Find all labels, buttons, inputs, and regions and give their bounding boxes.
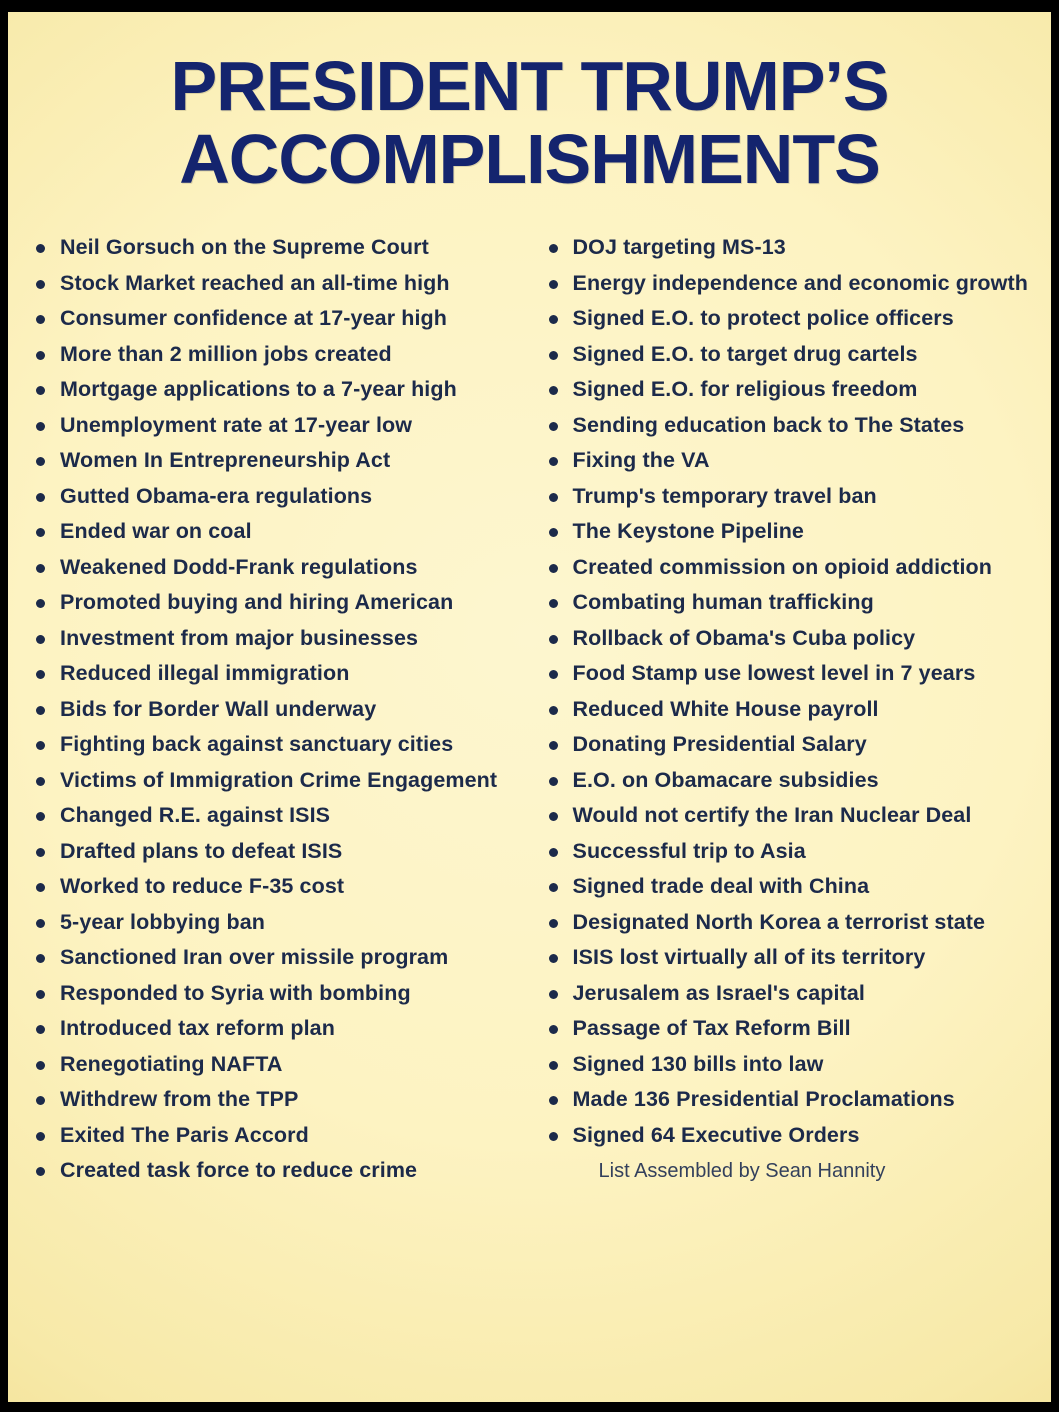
bullet-icon [36, 493, 45, 502]
list-item [26, 945, 521, 970]
bullet-icon [36, 386, 45, 395]
bullet-icon [549, 280, 558, 289]
list-item [26, 981, 521, 1006]
list-item-label: Reduced illegal immigration [60, 661, 350, 686]
right-column [539, 235, 1034, 1194]
list-item [26, 519, 521, 544]
list-item-label: Introduced tax reform plan [60, 1016, 335, 1041]
list-item [539, 235, 1034, 260]
page-title [0, 0, 1059, 198]
bullet-icon [36, 777, 45, 786]
list-item-label: More than 2 million jobs created [60, 341, 392, 366]
list-item [539, 1016, 1034, 1041]
list-item-label: Energy independence and economic growth [572, 270, 1028, 295]
bullet-icon [36, 741, 45, 750]
bullet-icon [36, 1061, 45, 1070]
list-item [539, 839, 1034, 864]
list-item-label: Rollback of Obama's Cuba policy [572, 625, 916, 650]
list-item [26, 377, 521, 402]
bullet-icon [549, 528, 558, 537]
list-item [26, 1158, 521, 1183]
list-item [539, 555, 1034, 580]
right-accomplishments-list [539, 235, 1034, 1148]
bullet-icon [36, 599, 45, 608]
list-item-label: Successful trip to Asia [572, 838, 806, 863]
bullet-icon [36, 528, 45, 537]
list-item-label: Sanctioned Iran over missile program [60, 945, 449, 970]
list-item [26, 626, 521, 651]
bullet-icon [36, 883, 45, 892]
list-item-label: Promoted buying and hiring American [60, 590, 454, 615]
list-item-label: ISIS lost virtually all of its territory [572, 945, 926, 970]
list-item-label: Worked to reduce F-35 cost [60, 874, 345, 899]
list-item [26, 661, 521, 686]
list-item [26, 910, 521, 935]
list-item [26, 1087, 521, 1112]
list-item-label: Stock Market reached an all-time high [60, 270, 450, 295]
bullet-icon [549, 848, 558, 857]
list-item [26, 342, 521, 367]
list-item [539, 306, 1034, 331]
bullet-icon [36, 351, 45, 360]
list-item-label: E.O. on Obamacare subsidies [572, 767, 879, 792]
list-item [26, 697, 521, 722]
list-item-label: Gutted Obama-era regulations [60, 483, 373, 508]
left-border [0, 0, 8, 1412]
list-item [539, 519, 1034, 544]
bullet-icon [549, 351, 558, 360]
list-item-label: Consumer confidence at 17-year high [60, 306, 448, 331]
left-accomplishments-list [26, 235, 521, 1183]
accomplishments-columns [0, 235, 1059, 1194]
list-item [539, 910, 1034, 935]
list-item [539, 1087, 1034, 1112]
list-item [26, 1052, 521, 1077]
list-item-label: Drafted plans to defeat ISIS [60, 838, 343, 863]
bullet-icon [36, 564, 45, 573]
list-item [539, 874, 1034, 899]
title-line-2: ACCOMPLISHMENTS [179, 119, 880, 198]
title-line-1: PRESIDENT TRUMP’S [170, 47, 889, 125]
list-item [26, 1123, 521, 1148]
list-item-label: Signed 130 bills into law [572, 1051, 824, 1076]
bullet-icon [549, 741, 558, 750]
list-item-label: Signed 64 Executive Orders [572, 1122, 860, 1147]
list-item [26, 484, 521, 509]
list-item-label: Signed E.O. for religious freedom [572, 377, 918, 402]
list-item-label: Renegotiating NAFTA [60, 1051, 283, 1076]
bullet-icon [36, 919, 45, 928]
list-item [539, 590, 1034, 615]
bullet-icon [36, 280, 45, 289]
list-item [26, 448, 521, 473]
bullet-icon [549, 564, 558, 573]
list-item-label: Jerusalem as Israel's capital [572, 980, 865, 1005]
list-item-label: The Keystone Pipeline [572, 519, 804, 544]
list-item [26, 413, 521, 438]
bullet-icon [549, 422, 558, 431]
bullet-icon [36, 1025, 45, 1034]
list-item-label: 5-year lobbying ban [60, 909, 265, 934]
list-item-label: Bids for Border Wall underway [60, 696, 377, 721]
bullet-icon [549, 1096, 558, 1105]
list-item-label: Unemployment rate at 17-year low [60, 412, 413, 437]
list-item-label: Sending education back to The States [572, 412, 965, 437]
bullet-icon [549, 386, 558, 395]
list-item [26, 555, 521, 580]
credit-line: List Assembled by Sean Hannity [598, 1159, 886, 1182]
bullet-icon [549, 919, 558, 928]
bullet-icon [549, 635, 558, 644]
list-item [539, 1123, 1034, 1148]
bullet-icon [36, 422, 45, 431]
list-item-label: Designated North Korea a terrorist state [572, 909, 986, 934]
list-item [539, 377, 1034, 402]
list-item [26, 590, 521, 615]
list-item-label: Victims of Immigration Crime Engagement [60, 767, 498, 792]
bullet-icon [36, 954, 45, 963]
bullet-icon [549, 670, 558, 679]
bullet-icon [549, 954, 558, 963]
list-item [539, 271, 1034, 296]
list-item [539, 413, 1034, 438]
bullet-icon [549, 315, 558, 324]
list-item-label: Created task force to reduce crime [60, 1158, 418, 1183]
list-item [539, 1052, 1034, 1077]
bullet-icon [36, 1132, 45, 1141]
list-item-label: Fighting back against sanctuary cities [60, 732, 454, 757]
list-item [26, 306, 521, 331]
list-item-label: Created commission on opioid addiction [572, 554, 993, 579]
bullet-icon [549, 1061, 558, 1070]
bullet-icon [36, 848, 45, 857]
right-border [1051, 0, 1059, 1412]
list-item-label: Weakened Dodd-Frank regulations [60, 554, 418, 579]
list-item [539, 803, 1034, 828]
list-item-label: Mortgage applications to a 7-year high [60, 377, 457, 402]
list-item [539, 697, 1034, 722]
list-item-label: Signed E.O. to protect police officers [572, 306, 954, 331]
bullet-icon [549, 1025, 558, 1034]
list-item-label: Women In Entrepreneurship Act [60, 448, 391, 473]
list-item-label: Exited The Paris Accord [60, 1122, 309, 1147]
bullet-icon [549, 990, 558, 999]
bullet-icon [36, 457, 45, 466]
list-item [26, 1016, 521, 1041]
list-item [539, 945, 1034, 970]
bullet-icon [36, 1096, 45, 1105]
list-item-label: Signed trade deal with China [572, 874, 870, 899]
bullet-icon [36, 670, 45, 679]
bullet-icon [549, 706, 558, 715]
list-item [26, 874, 521, 899]
bullet-icon [549, 777, 558, 786]
list-item-label: Passage of Tax Reform Bill [572, 1016, 851, 1041]
list-item-label: Changed R.E. against ISIS [60, 803, 331, 828]
list-item [539, 768, 1034, 793]
bullet-icon [549, 1132, 558, 1141]
bullet-icon [549, 493, 558, 502]
bullet-icon [36, 706, 45, 715]
list-item-label: DOJ targeting MS-13 [572, 235, 786, 260]
list-item [539, 661, 1034, 686]
list-item-label: Trump's temporary travel ban [572, 483, 877, 508]
bullet-icon [36, 812, 45, 821]
list-item [539, 484, 1034, 509]
bullet-icon [549, 599, 558, 608]
list-item-label: Investment from major businesses [60, 625, 419, 650]
list-item [539, 342, 1034, 367]
bullet-icon [549, 883, 558, 892]
list-item [26, 271, 521, 296]
list-item-label: Made 136 Presidential Proclamations [572, 1087, 955, 1112]
list-item [26, 235, 521, 260]
list-item [539, 626, 1034, 651]
list-item [26, 839, 521, 864]
list-item-label: Responded to Syria with bombing [60, 980, 411, 1005]
list-item [539, 981, 1034, 1006]
list-item-label: Would not certify the Iran Nuclear Deal [572, 803, 972, 828]
list-item-label: Ended war on coal [60, 519, 252, 544]
bullet-icon [36, 635, 45, 644]
bullet-icon [36, 990, 45, 999]
list-item-label: Combating human trafficking [572, 590, 874, 615]
list-item [26, 768, 521, 793]
list-item-label: Reduced White House payroll [572, 696, 879, 721]
bullet-icon [36, 244, 45, 253]
list-item-label: Fixing the VA [572, 448, 710, 473]
bullet-icon [549, 244, 558, 253]
list-item-label: Neil Gorsuch on the Supreme Court [60, 235, 429, 260]
list-item [539, 448, 1034, 473]
bullet-icon [36, 1167, 45, 1176]
bullet-icon [549, 457, 558, 466]
list-item [26, 732, 521, 757]
list-item-label: Withdrew from the TPP [60, 1087, 299, 1112]
list-item-label: Signed E.O. to target drug cartels [572, 341, 918, 366]
list-item-label: Food Stamp use lowest level in 7 years [572, 661, 976, 686]
list-item-label: Donating Presidential Salary [572, 732, 867, 757]
left-column [26, 235, 521, 1194]
bullet-icon [549, 812, 558, 821]
list-item [26, 803, 521, 828]
bullet-icon [36, 315, 45, 324]
list-item [539, 732, 1034, 757]
